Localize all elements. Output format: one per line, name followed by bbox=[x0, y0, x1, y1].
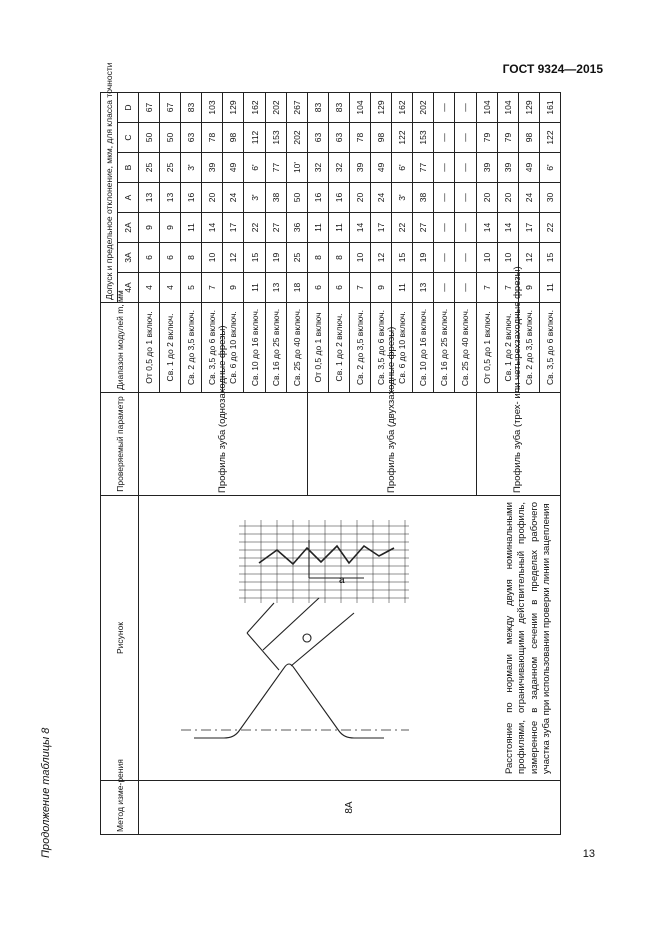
tolerance-value-cell: 3' bbox=[244, 183, 265, 213]
tolerance-value-cell: 49 bbox=[223, 153, 244, 183]
module-range-cell: Св. 2 до 3,5 включ. bbox=[349, 303, 370, 393]
module-range-cell: Св. 2 до 3,5 включ. bbox=[181, 303, 202, 393]
module-range-cell: Св. 3,5 до 6 включ. bbox=[371, 303, 392, 393]
tolerance-value-cell: — bbox=[434, 213, 455, 243]
tolerance-value-cell: 7 bbox=[202, 273, 223, 303]
figure-header: Рисунок bbox=[101, 496, 139, 781]
tolerance-value-cell: 14 bbox=[497, 213, 518, 243]
module-range-cell: Св. 25 до 40 включ. bbox=[286, 303, 307, 393]
tolerance-value-cell: 202 bbox=[413, 93, 434, 123]
tolerance-value-cell: 8 bbox=[307, 243, 328, 273]
tolerance-value-cell: 10 bbox=[202, 243, 223, 273]
tolerance-value-cell: 14 bbox=[476, 213, 497, 243]
tolerance-value-cell: 11 bbox=[307, 213, 328, 243]
tolerance-value-cell: 10 bbox=[497, 243, 518, 273]
tolerance-value-cell: 24 bbox=[518, 183, 539, 213]
tolerance-value-cell: 22 bbox=[539, 213, 560, 243]
tolerance-value-cell: 38 bbox=[265, 183, 286, 213]
tolerance-value-cell: 202 bbox=[265, 93, 286, 123]
tolerance-value-cell: 39 bbox=[202, 153, 223, 183]
module-range-cell: Св. 1 до 2 включ. bbox=[497, 303, 518, 393]
tolerance-value-cell: 22 bbox=[244, 213, 265, 243]
class-header: В bbox=[118, 153, 139, 183]
tolerance-value-cell: 6' bbox=[244, 153, 265, 183]
tolerance-value-cell: 9 bbox=[223, 273, 244, 303]
tolerance-value-cell: 6 bbox=[160, 243, 181, 273]
tolerance-value-cell: 129 bbox=[223, 93, 244, 123]
tolerance-value-cell: 8 bbox=[181, 243, 202, 273]
tolerance-value-cell: — bbox=[434, 123, 455, 153]
tooth-profile-figure bbox=[179, 493, 519, 778]
module-range-cell: От 0,5 до 1 включ bbox=[307, 303, 328, 393]
tolerance-value-cell: 50 bbox=[139, 123, 160, 153]
tolerance-value-cell: 16 bbox=[307, 183, 328, 213]
tolerance-value-cell: 78 bbox=[349, 123, 370, 153]
module-range-cell: Св. 10 до 16 включ. bbox=[413, 303, 434, 393]
tolerance-value-cell: 6 bbox=[139, 243, 160, 273]
table-body bbox=[139, 93, 561, 835]
tolerance-value-cell: 122 bbox=[392, 123, 413, 153]
class-header: 4А bbox=[118, 273, 139, 303]
module-range-cell: Св. 3,5 до 6 включ. bbox=[202, 303, 223, 393]
tolerance-value-cell: 153 bbox=[265, 123, 286, 153]
tolerance-value-cell: 153 bbox=[413, 123, 434, 153]
module-range-cell: От 0,5 до 1 включ. bbox=[476, 303, 497, 393]
class-header: 2А bbox=[118, 213, 139, 243]
tolerance-value-cell: 79 bbox=[476, 123, 497, 153]
tolerance-value-cell: 98 bbox=[518, 123, 539, 153]
module-range-cell: Св. 2 до 3,5 включ. bbox=[518, 303, 539, 393]
tolerance-value-cell: 83 bbox=[328, 93, 349, 123]
tolerance-value-cell: 67 bbox=[160, 93, 181, 123]
tolerance-value-cell: — bbox=[434, 273, 455, 303]
tolerance-value-cell: 83 bbox=[307, 93, 328, 123]
tolerance-value-cell: 13 bbox=[160, 183, 181, 213]
tolerance-value-cell: 24 bbox=[371, 183, 392, 213]
parameter-cell: Профиль зуба (однозаходные фрезы) bbox=[139, 393, 308, 496]
tolerance-value-cell: 32 bbox=[307, 153, 328, 183]
tolerance-value-cell: 6 bbox=[328, 273, 349, 303]
tolerance-value-cell: 11 bbox=[181, 213, 202, 243]
tolerance-value-cell: 32 bbox=[328, 153, 349, 183]
tolerance-value-cell: 202 bbox=[286, 123, 307, 153]
parameter-cell: Профиль зуба (двухзаходные фрезы) bbox=[307, 393, 476, 496]
tolerance-value-cell: 3' bbox=[392, 183, 413, 213]
standard-number: ГОСТ 9324—2015 bbox=[502, 62, 603, 76]
tolerance-value-cell: 16 bbox=[328, 183, 349, 213]
tolerance-value-cell: 13 bbox=[265, 273, 286, 303]
tolerance-value-cell: 11 bbox=[244, 273, 265, 303]
tolerance-value-cell: 20 bbox=[202, 183, 223, 213]
tolerance-value-cell: 49 bbox=[371, 153, 392, 183]
tolerance-value-cell: 25 bbox=[286, 243, 307, 273]
tolerance-value-cell: 39 bbox=[349, 153, 370, 183]
tolerance-value-cell: 122 bbox=[539, 123, 560, 153]
module-range-cell: Св. 16 до 25 включ. bbox=[265, 303, 286, 393]
module-range-cell: Св. 3,5 до 6 включ. bbox=[539, 303, 560, 393]
tolerance-value-cell: 39 bbox=[476, 153, 497, 183]
tolerance-value-cell: 129 bbox=[371, 93, 392, 123]
table-caption: Продолжение таблицы 8 bbox=[40, 727, 52, 858]
tolerance-value-cell: 17 bbox=[518, 213, 539, 243]
tolerance-value-cell: 16 bbox=[181, 183, 202, 213]
module-range-cell: Св. 1 до 2 включ. bbox=[328, 303, 349, 393]
tolerance-value-cell: — bbox=[455, 213, 476, 243]
tolerance-value-cell: 104 bbox=[349, 93, 370, 123]
tolerance-value-cell: 5 bbox=[181, 273, 202, 303]
class-header: А bbox=[118, 183, 139, 213]
tolerance-value-cell: 6' bbox=[539, 153, 560, 183]
module-range-cell: Св. 1 до 2 включ. bbox=[160, 303, 181, 393]
tolerance-value-cell: 20 bbox=[476, 183, 497, 213]
tolerance-value-cell: 104 bbox=[476, 93, 497, 123]
figure-description: Расстояние по нормали между двумя номинальными профилями, ограничивающими действительный профиль, измеренное в заданном сечении в пределах рабочего участка зуба при использовании проверки линии зацепления bbox=[503, 502, 553, 774]
class-header: С bbox=[118, 123, 139, 153]
tolerance-value-cell: 15 bbox=[539, 243, 560, 273]
tolerance-value-cell: 19 bbox=[265, 243, 286, 273]
figure-cell bbox=[139, 496, 561, 781]
tolerance-value-cell: 25 bbox=[160, 153, 181, 183]
tolerance-value-cell: 13 bbox=[139, 183, 160, 213]
range-header: Диапазон модулей m, мм bbox=[101, 303, 139, 393]
tolerance-value-cell: 50 bbox=[160, 123, 181, 153]
tolerance-value-cell: — bbox=[455, 153, 476, 183]
tolerance-value-cell: 22 bbox=[392, 213, 413, 243]
tolerance-value-cell: 162 bbox=[392, 93, 413, 123]
tolerance-value-cell: 79 bbox=[497, 123, 518, 153]
tolerance-value-cell: 4 bbox=[160, 273, 181, 303]
tolerance-value-cell: 50 bbox=[286, 183, 307, 213]
tolerance-value-cell: 7 bbox=[349, 273, 370, 303]
tolerance-value-cell: 6' bbox=[392, 153, 413, 183]
tolerance-value-cell: 25 bbox=[139, 153, 160, 183]
tolerance-group-header: Допуск и предельное отклонение, мкм, для класса точности bbox=[101, 93, 118, 303]
tolerance-value-cell: 10' bbox=[286, 153, 307, 183]
tolerance-value-cell: 17 bbox=[371, 213, 392, 243]
parameter-header: Проверяемый параметр bbox=[101, 393, 139, 496]
class-header: D bbox=[118, 93, 139, 123]
tolerance-value-cell: 19 bbox=[413, 243, 434, 273]
tolerance-value-cell: 267 bbox=[286, 93, 307, 123]
tolerance-value-cell: 27 bbox=[413, 213, 434, 243]
tolerance-value-cell: 20 bbox=[349, 183, 370, 213]
class-header: 3А bbox=[118, 243, 139, 273]
tolerance-value-cell: 10 bbox=[476, 243, 497, 273]
tolerance-value-cell: 10 bbox=[349, 243, 370, 273]
tolerance-value-cell: 15 bbox=[392, 243, 413, 273]
module-range-cell: Св. 10 до 16 включ. bbox=[244, 303, 265, 393]
tolerance-value-cell: 112 bbox=[244, 123, 265, 153]
tolerance-value-cell: 11 bbox=[392, 273, 413, 303]
tolerance-value-cell: 67 bbox=[139, 93, 160, 123]
tolerance-value-cell: 98 bbox=[371, 123, 392, 153]
tolerance-value-cell: 83 bbox=[181, 93, 202, 123]
tolerance-value-cell: — bbox=[455, 183, 476, 213]
tolerance-value-cell: 14 bbox=[349, 213, 370, 243]
tolerance-value-cell: 11 bbox=[539, 273, 560, 303]
tolerance-value-cell: 4 bbox=[139, 273, 160, 303]
tolerance-value-cell: 7 bbox=[476, 273, 497, 303]
tolerance-value-cell: 9 bbox=[160, 213, 181, 243]
tolerance-value-cell: 6 bbox=[307, 273, 328, 303]
tolerance-value-cell: — bbox=[455, 243, 476, 273]
tolerance-value-cell: 63 bbox=[181, 123, 202, 153]
tolerance-value-cell: — bbox=[455, 123, 476, 153]
tolerance-value-cell: 129 bbox=[518, 93, 539, 123]
parameter-cell: Профиль зуба (трех- или четырехзаходные фрезы) bbox=[476, 393, 560, 496]
tolerance-value-cell: 12 bbox=[371, 243, 392, 273]
module-range-cell: От 0,5 до 1 включ. bbox=[139, 303, 160, 393]
tolerance-value-cell: 63 bbox=[307, 123, 328, 153]
tolerance-value-cell: 104 bbox=[497, 93, 518, 123]
tolerance-value-cell: 39 bbox=[497, 153, 518, 183]
tolerance-value-cell: 27 bbox=[265, 213, 286, 243]
tolerance-value-cell: 14 bbox=[202, 213, 223, 243]
tolerance-value-cell: — bbox=[455, 93, 476, 123]
tolerance-value-cell: — bbox=[434, 93, 455, 123]
tolerance-value-cell: 9 bbox=[371, 273, 392, 303]
tolerance-value-cell: — bbox=[434, 183, 455, 213]
tolerance-value-cell: 9 bbox=[518, 273, 539, 303]
table-row bbox=[139, 93, 160, 835]
tolerance-value-cell: — bbox=[434, 243, 455, 273]
tolerance-value-cell: 24 bbox=[223, 183, 244, 213]
tolerance-value-cell: 9 bbox=[139, 213, 160, 243]
tolerance-value-cell: 38 bbox=[413, 183, 434, 213]
tolerance-value-cell: — bbox=[455, 273, 476, 303]
tolerance-value-cell: 11 bbox=[328, 213, 349, 243]
tolerance-value-cell: 12 bbox=[223, 243, 244, 273]
page-number: 13 bbox=[582, 848, 595, 860]
tolerance-value-cell: 7 bbox=[497, 273, 518, 303]
tolerance-value-cell: 3' bbox=[181, 153, 202, 183]
tolerance-value-cell: 18 bbox=[286, 273, 307, 303]
tolerance-value-cell: 20 bbox=[497, 183, 518, 213]
module-range-cell: Св. 25 до 40 включ. bbox=[455, 303, 476, 393]
tolerance-value-cell: 63 bbox=[328, 123, 349, 153]
tolerance-value-cell: 12 bbox=[518, 243, 539, 273]
tolerance-value-cell: 162 bbox=[244, 93, 265, 123]
tolerance-value-cell: 49 bbox=[518, 153, 539, 183]
tolerance-value-cell: 8 bbox=[328, 243, 349, 273]
module-range-cell: Св. 6 до 10 включ. bbox=[392, 303, 413, 393]
method-header: Метод изме-рения bbox=[101, 781, 139, 835]
tolerance-value-cell: 77 bbox=[265, 153, 286, 183]
tolerance-value-cell: 78 bbox=[202, 123, 223, 153]
tolerance-value-cell: 77 bbox=[413, 153, 434, 183]
dimension-label-a: а bbox=[339, 575, 345, 586]
tolerance-value-cell: 98 bbox=[223, 123, 244, 153]
tolerance-value-cell: — bbox=[434, 153, 455, 183]
module-range-cell: Св. 6 до 10 включ. bbox=[223, 303, 244, 393]
method-cell: 8А bbox=[139, 781, 561, 835]
module-range-cell: Св. 16 до 25 включ. bbox=[434, 303, 455, 393]
tolerance-value-cell: 15 bbox=[244, 243, 265, 273]
tolerance-value-cell: 17 bbox=[223, 213, 244, 243]
tolerance-value-cell: 103 bbox=[202, 93, 223, 123]
tolerance-value-cell: 161 bbox=[539, 93, 560, 123]
tolerance-value-cell: 13 bbox=[413, 273, 434, 303]
tolerance-value-cell: 36 bbox=[286, 213, 307, 243]
tolerance-value-cell: 30 bbox=[539, 183, 560, 213]
